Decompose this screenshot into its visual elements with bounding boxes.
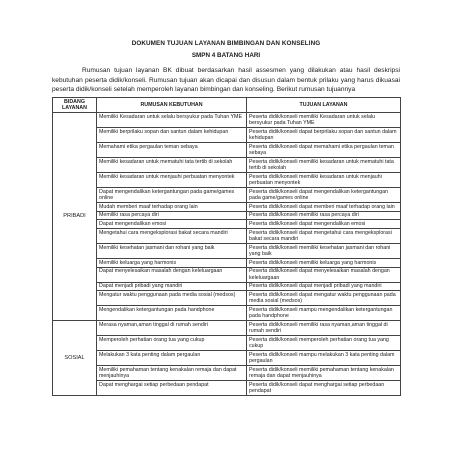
- table-row: [53, 113, 401, 128]
- kebutuhan-cell: Memiliki keluarga yang harmonis: [97, 258, 247, 267]
- kebutuhan-cell: Mengendalikan ketergantungan pada handphone: [97, 306, 247, 321]
- tujuan-cell: Peserta didik/konseli dapat menjadi pribadi yang mandiri: [247, 282, 401, 291]
- kebutuhan-cell: Memiliki Kesadaran untuk selalu bersyukur pada Tuhan YME: [97, 113, 247, 128]
- kebutuhan-cell: Memperoleh perhatian orang tua yang cukup: [97, 336, 247, 351]
- school-name: SMPN 4 BATANG HARI: [191, 52, 261, 59]
- table-row: [53, 258, 401, 267]
- table-row: [53, 381, 401, 396]
- tujuan-cell: Peserta didik/konseli mampu melakukan 3 kata penting dalam pergaulan: [247, 351, 401, 366]
- table-row: [53, 228, 401, 243]
- table-body: [53, 113, 401, 396]
- kebutuhan-cell: Memiliki rasa percaya diri: [97, 211, 247, 220]
- kebutuhan-cell: Merasa nyaman,aman tinggal di rumah sendiri: [97, 321, 247, 336]
- tujuan-cell: Peserta didik/konseli memiliki Kesadaran untuk selalu bersyukur pada Tuhan YME: [247, 113, 401, 128]
- table-row: [53, 243, 401, 258]
- tujuan-cell: Peserta didik/konseli memiliki kesadaran untuk mematuhi tata tertib di sekolah: [247, 158, 401, 173]
- table-row: [53, 173, 401, 188]
- service-goals-table: [52, 97, 401, 396]
- table-row: [53, 203, 401, 212]
- tujuan-cell: Peserta didik/konseli memiliki keluarga yang harmonis: [247, 258, 401, 267]
- kebutuhan-cell: Dapat menyelesaikan masalah dengan keleluargaan: [97, 267, 247, 282]
- bidang-layanan-cell: PRIBADI: [53, 113, 97, 321]
- table-row: [53, 282, 401, 291]
- tujuan-cell: Peserta didik/konseli memiliki kesehatan jasmani dan rohani yang baik: [247, 243, 401, 258]
- table-header-row: [53, 97, 401, 112]
- kebutuhan-cell: Mengatur waktu penggunaan pada media sosial (medsos): [97, 291, 247, 306]
- intro-paragraph: Rumusan tujuan layanan BK dibuat berdasarkan hasil assesmen yang dilakukan atau hasil deskripsi kebutuhan peserta didik/konseli. Rumusan tujuan akan dicapai dan disusun dalam bentuk prilaku yang harus dikuasai peserta didik/konseli setelah memperoleh layanan bimbingan dan konseling. Berikut rumusan tujuannya: [52, 67, 400, 94]
- tujuan-cell: Peserta didik/konseli dapat mengatur waktu penggunaan pada media sosial (medsos): [247, 291, 401, 306]
- table-row: [53, 211, 401, 220]
- table-row: [53, 351, 401, 366]
- kebutuhan-cell: Memahami etika pergaulan teman sebaya: [97, 143, 247, 158]
- kebutuhan-cell: Memiliki berprilaku sopan dan santun dalam kehidupan: [97, 128, 247, 143]
- tujuan-cell: Peserta didik/konseli memiliki kesadaran untuk menjauhi perbuatan menyontek: [247, 173, 401, 188]
- table-row: [53, 291, 401, 306]
- tujuan-cell: Peserta didik/konseli dapat menyelesaikan masalah dengan keleluargaan: [247, 267, 401, 282]
- document-title: DOKUMEN TUJUAN LAYANAN BIMBINGAN DAN KONSELING: [131, 40, 321, 47]
- kebutuhan-cell: Mudah memberi maaf terhadap orang lain: [97, 203, 247, 212]
- tujuan-cell: Peserta didik/konseli dapat menghargai setiap perbedaan pendapat: [247, 381, 401, 396]
- header-rumusan-kebutuhan: RUMUSAN KEBUTUHAN: [97, 97, 247, 112]
- table-row: [53, 128, 401, 143]
- tujuan-cell: Peserta didik/konseli memperoleh perhatian orang tua yang cukup: [247, 336, 401, 351]
- kebutuhan-cell: Dapat menghargai setiap perbedaan pendapat: [97, 381, 247, 396]
- header-bidang-layanan: BIDANG LAYANAN: [53, 97, 97, 112]
- table-row: [53, 267, 401, 282]
- header-tujuan-layanan: TUJUAN LAYANAN: [247, 97, 401, 112]
- kebutuhan-cell: Dapat mengendalikan emosi: [97, 220, 247, 229]
- table-row: [53, 143, 401, 158]
- table-row: [53, 321, 401, 336]
- table-row: [53, 158, 401, 173]
- table-row: [53, 220, 401, 229]
- table-row: [53, 306, 401, 321]
- kebutuhan-cell: Melakukan 3 kata penting dalam pergaulan: [97, 351, 247, 366]
- tujuan-cell: Peserta didik/konseli memiliki rasa percaya diri: [247, 211, 401, 220]
- kebutuhan-cell: Dapat menjadi pribadi yang mandiri: [97, 282, 247, 291]
- kebutuhan-cell: Mengetahui cara mengeksplorasi bakat secara mandiri: [97, 228, 247, 243]
- tujuan-cell: Peserta didik/konseli dapat mengendalikan emosi: [247, 220, 401, 229]
- tujuan-cell: Peserta didik/konseli dapat memahami etika pergaulan teman sebaya: [247, 143, 401, 158]
- kebutuhan-cell: Memiliki kesadaran untuk menjauhi perbuatan menyontek: [97, 173, 247, 188]
- tujuan-cell: Peserta didik/konseli dapat memberi maaf terhadap orang lain: [247, 203, 401, 212]
- tujuan-cell: Peserta didik/konseli dapat berprilaku sopan dan santun dalam kehidupan: [247, 128, 401, 143]
- table-row: [53, 336, 401, 351]
- table-row: [53, 366, 401, 381]
- tujuan-cell: Peserta didik/konseli dapat mengendalikan ketergantungan pada game/games online: [247, 188, 401, 203]
- bidang-layanan-cell: SOSIAL: [53, 321, 97, 396]
- kebutuhan-cell: Memiliki kesehatan jasmani dan rohani yang baik: [97, 243, 247, 258]
- kebutuhan-cell: Memiliki kesadaran untuk mematuhi tata tertib di sekolah: [97, 158, 247, 173]
- tujuan-cell: Peserta didik/konseli memiliki pemahaman tentang kenakalan remaja dan dapat menjauhinya: [247, 366, 401, 381]
- tujuan-cell: Peserta didik/konseli mampu mengendalikan ketergantungan pada handphone: [247, 306, 401, 321]
- tujuan-cell: Peserta didik/konseli dapat mengetahui cara mengeksplorasi bakat secara mandiri: [247, 228, 401, 243]
- tujuan-cell: Peserta didik/konseli memiliki rasa nyaman,aman tinggal di rumah sendiri: [247, 321, 401, 336]
- kebutuhan-cell: Dapat mengendalikan ketergantungan pada game/games online: [97, 188, 247, 203]
- table-row: [53, 188, 401, 203]
- kebutuhan-cell: Memiliki pemahaman tentang kenakalan remaja dan dapat menjauhinya: [97, 366, 247, 381]
